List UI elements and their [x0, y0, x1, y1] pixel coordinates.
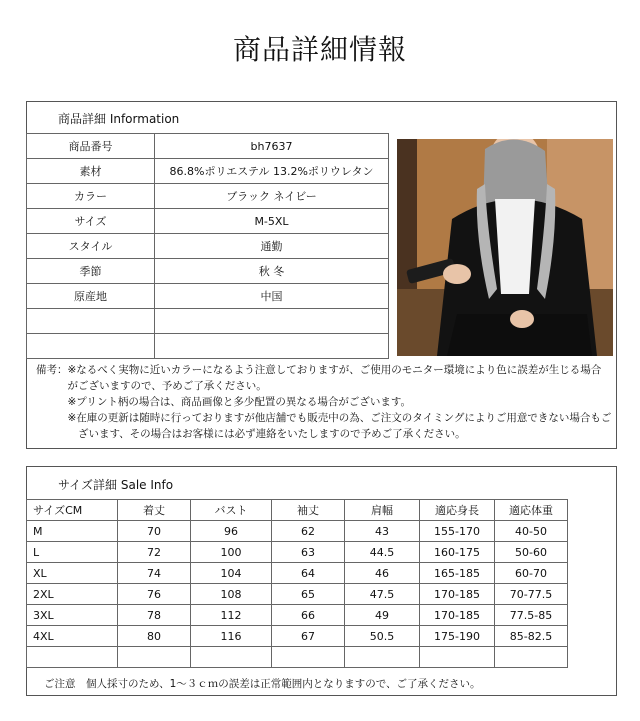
info-value [155, 309, 389, 334]
info-row [27, 184, 389, 209]
size-cell [495, 647, 568, 668]
info-label [27, 309, 155, 334]
size-cell: 78 [118, 605, 191, 626]
size-cell: 62 [272, 521, 345, 542]
info-row [27, 259, 389, 284]
info-label: 原産地 [27, 284, 155, 309]
size-cell: 3XL [27, 605, 118, 626]
size-cell: 43 [345, 521, 420, 542]
size-cell: 77.5-85 [495, 605, 568, 626]
size-cell: 50-60 [495, 542, 568, 563]
info-value: ブラック ネイビー [155, 184, 389, 209]
info-value: 秋 冬 [155, 259, 389, 284]
info-value: 86.8%ポリエステル 13.2%ポリウレタン [155, 159, 389, 184]
size-cell: 155-170 [420, 521, 495, 542]
size-cell: 170-185 [420, 605, 495, 626]
product-info-table [26, 133, 389, 359]
size-row [27, 521, 568, 542]
size-cell: 175-190 [420, 626, 495, 647]
size-cell: 85-82.5 [495, 626, 568, 647]
size-header-row [27, 500, 568, 521]
info-row [27, 209, 389, 234]
size-row [27, 542, 568, 563]
size-cell: 112 [191, 605, 272, 626]
size-cell: 76 [118, 584, 191, 605]
size-row [27, 584, 568, 605]
info-row [27, 134, 389, 159]
size-cell: 74 [118, 563, 191, 584]
size-cell: 46 [345, 563, 420, 584]
info-label: 季節 [27, 259, 155, 284]
info-label: 素材 [27, 159, 155, 184]
size-cell: 67 [272, 626, 345, 647]
info-value: bh7637 [155, 134, 389, 159]
size-cell: 116 [191, 626, 272, 647]
info-row [27, 334, 389, 359]
size-cell [420, 647, 495, 668]
info-section-title: 商品詳細 Information [58, 112, 180, 126]
size-cell: 64 [272, 563, 345, 584]
remark-line: ※プリント柄の場合は、商品画像と多少配置の異なる場合がございます。 [36, 396, 412, 408]
size-header-cell: 着丈 [118, 500, 191, 521]
size-cell [191, 647, 272, 668]
size-table [26, 499, 568, 668]
size-cell: 70-77.5 [495, 584, 568, 605]
size-row [27, 605, 568, 626]
size-cell [118, 647, 191, 668]
size-header-cell: バスト [191, 500, 272, 521]
info-row [27, 234, 389, 259]
size-cell: XL [27, 563, 118, 584]
size-cell [345, 647, 420, 668]
size-cell: 4XL [27, 626, 118, 647]
size-cell: 100 [191, 542, 272, 563]
size-header-cell: 適応身長 [420, 500, 495, 521]
remark-line: ※在庫の更新は随時に行っておりますが他店舗でも販売中の為、ご注文のタイミングによりご用意できない場合もご [36, 412, 612, 424]
remark-line: がございますので、予めご了承ください。 [36, 380, 267, 392]
size-cell: 60-70 [495, 563, 568, 584]
size-cell: 72 [118, 542, 191, 563]
size-cell: 66 [272, 605, 345, 626]
info-row [27, 284, 389, 309]
size-cell: 49 [345, 605, 420, 626]
size-cell: 165-185 [420, 563, 495, 584]
size-cell: 170-185 [420, 584, 495, 605]
size-cell [27, 647, 118, 668]
footer-note: ご注意 個人採寸のため、1～３ｃｍの誤差は正常範囲内となりますので、ご了承ください。 [44, 678, 481, 690]
info-label: サイズ [27, 209, 155, 234]
size-cell: 2XL [27, 584, 118, 605]
size-cell: 104 [191, 563, 272, 584]
size-cell: M [27, 521, 118, 542]
size-cell [272, 647, 345, 668]
size-cell: 63 [272, 542, 345, 563]
size-cell: 80 [118, 626, 191, 647]
size-cell: 70 [118, 521, 191, 542]
info-label [27, 334, 155, 359]
size-cell: 108 [191, 584, 272, 605]
size-header-cell: サイズCM [27, 500, 118, 521]
remark-line: 備考：※なるべく実物に近いカラーになるよう注意しておりますが、ご使用のモニター環境により色に誤差が生じる場合 [36, 364, 602, 376]
info-label: カラー [27, 184, 155, 209]
size-cell: 96 [191, 521, 272, 542]
size-cell: 40-50 [495, 521, 568, 542]
info-value: 中国 [155, 284, 389, 309]
info-row [27, 159, 389, 184]
remarks [36, 362, 611, 442]
size-header-cell: 適応体重 [495, 500, 568, 521]
info-label: スタイル [27, 234, 155, 259]
info-value [155, 334, 389, 359]
size-cell: 44.5 [345, 542, 420, 563]
info-value: M-5XL [155, 209, 389, 234]
size-cell: 65 [272, 584, 345, 605]
size-row [27, 563, 568, 584]
size-cell: 160-175 [420, 542, 495, 563]
model-coat-illustration [397, 139, 613, 356]
info-row [27, 309, 389, 334]
size-header-cell: 肩幅 [345, 500, 420, 521]
size-header-cell: 袖丈 [272, 500, 345, 521]
info-label: 商品番号 [27, 134, 155, 159]
size-row [27, 647, 568, 668]
size-cell: 47.5 [345, 584, 420, 605]
product-photo [397, 139, 613, 356]
remark-line: ざいます、その場合はお客様には必ず連絡をいたしますので予めご了承ください。 [36, 428, 466, 440]
info-value: 通勤 [155, 234, 389, 259]
page-title: 商品詳細情報 [232, 33, 407, 66]
size-cell: 50.5 [345, 626, 420, 647]
size-section-title: サイズ詳細 Sale Info [58, 478, 174, 492]
size-row [27, 626, 568, 647]
size-cell: L [27, 542, 118, 563]
